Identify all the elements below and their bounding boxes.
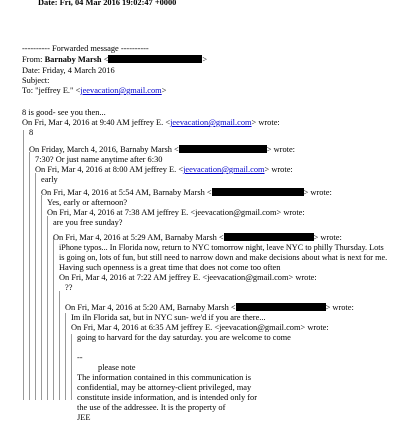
from-label: From: (22, 55, 43, 64)
redacted-email (179, 145, 267, 153)
attribution-end: > wrote: (325, 303, 354, 312)
message-body: are you free sunday? (53, 218, 123, 227)
date-header-label: Date: (38, 0, 58, 7)
redacted-email (236, 303, 326, 311)
date-value: Friday, 4 March 2016 (42, 66, 115, 75)
attribution-text: On Fri, Mar 4, 2016 at 5:20 AM, Barnaby Marsh < (65, 303, 236, 312)
disclaimer-line: JEE (77, 413, 91, 422)
quote-attribution (22, 118, 280, 129)
email-link[interactable]: jeevacation@gmail.com (183, 165, 265, 174)
quote-bar (35, 173, 36, 400)
quote-bar (65, 313, 66, 400)
attribution-text: On Fri, Mar 4, 2016 at 5:29 AM, Barnaby Marsh < (53, 233, 224, 242)
message-body: 8 (29, 128, 34, 137)
disclaimer-line: constitute inside information, and is intended only for (77, 393, 258, 402)
date-header-value: Fri, 04 Mar 2016 19:02:47 +0000 (59, 0, 177, 7)
disclaimer-line: confidential, may be attorney-client privileged, may (77, 383, 252, 392)
message-body: is going on, lots of fun, but still need to narrow down and make decisions about what is next for me. (59, 253, 388, 262)
redacted-email (224, 233, 314, 241)
attribution-text: On Fri, Mar 4, 2016 at 8:00 AM jeffrey E. < (35, 165, 184, 174)
subject-line (22, 76, 49, 87)
quote-attribution (65, 303, 354, 314)
disclaimer-line: The information contained in this communication is (77, 373, 251, 382)
quote-bar (23, 130, 24, 400)
to-label: To: (22, 86, 34, 95)
attribution-end: > wrote: (264, 165, 293, 174)
date-label: Date: (22, 66, 41, 75)
date-header (38, 0, 176, 9)
message-body: early (41, 175, 58, 184)
quote-attribution (35, 165, 293, 176)
attribution-text: On Friday, March 4, 2016, Barnaby Marsh < (29, 145, 179, 154)
message-body: Having such openness is a great time that does not come too often (59, 263, 281, 272)
quote-attribution (53, 233, 342, 244)
message-body: ?? (65, 283, 73, 292)
from-name: Barnaby Marsh (44, 55, 102, 64)
attribution-end: > wrote: (303, 188, 332, 197)
quote-attribution: On Fri, Mar 4, 2016 at 6:35 AM jeffrey E. <jeevacation@gmail.com> wrote: (71, 323, 329, 332)
attribution-text: On Fri, Mar 4, 2016 at 5:54 AM, Barnaby Marsh < (41, 188, 212, 197)
quote-bar (29, 152, 30, 400)
quote-bar (47, 216, 48, 400)
disclaimer-line: the use of the addressee. It is the property of (77, 403, 226, 412)
email-link[interactable]: jeevacation@gmail.com (170, 118, 252, 127)
redacted-email (108, 55, 202, 63)
forwarded-divider: ---------- Forwarded message ---------- (22, 44, 149, 53)
message-body: Yes, early or afternoon? (47, 198, 128, 207)
message-body: iPhone typos... In Florida now, return to NYC tomorrow night, leave NYC to philly Thursday. Lots (59, 243, 384, 252)
message-body: going to harvard for the day saturday. you are welcome to come (77, 333, 291, 342)
quote-attribution: On Fri, Mar 4, 2016 at 7:22 AM jeffrey E. <jeevacation@gmail.com> wrote: (59, 273, 317, 282)
to-name: "jeffrey E." < (35, 86, 81, 95)
message-body: 7:30? Or just name anytime after 6:30 (35, 155, 163, 164)
from-lt: < (103, 55, 109, 64)
quote-bar (71, 334, 72, 400)
quote-attribution (29, 145, 295, 156)
quote-bar (53, 238, 54, 400)
to-email-link[interactable]: jeevacation@gmail.com (80, 86, 162, 95)
redacted-email (212, 188, 304, 196)
message-body: 8 is good- see you then... (22, 108, 106, 117)
to-line (22, 86, 166, 97)
attribution-end: > wrote: (251, 118, 280, 127)
message-body: Im iln Florida sat, but in NYC sun- we'd if you are there... (71, 313, 266, 322)
quote-attribution (41, 188, 332, 199)
signature-dashes: -- (77, 353, 83, 362)
attribution-end: > wrote: (313, 233, 342, 242)
to-end: > (161, 86, 167, 95)
subject-label: Subject: (22, 76, 50, 85)
from-line (22, 55, 207, 66)
quote-bar (41, 195, 42, 400)
date-line (22, 66, 115, 77)
quote-attribution: On Fri, Mar 4, 2016 at 7:38 AM jeffrey E. <jeevacation@gmail.com> wrote: (47, 208, 305, 217)
from-gt: > (202, 55, 208, 64)
attribution-end: > wrote: (266, 145, 296, 154)
quote-bar (59, 291, 60, 400)
signature-note: please note (98, 363, 136, 372)
attribution-text: On Fri, Mar 4, 2016 at 9:40 AM jeffrey E. < (22, 118, 171, 127)
